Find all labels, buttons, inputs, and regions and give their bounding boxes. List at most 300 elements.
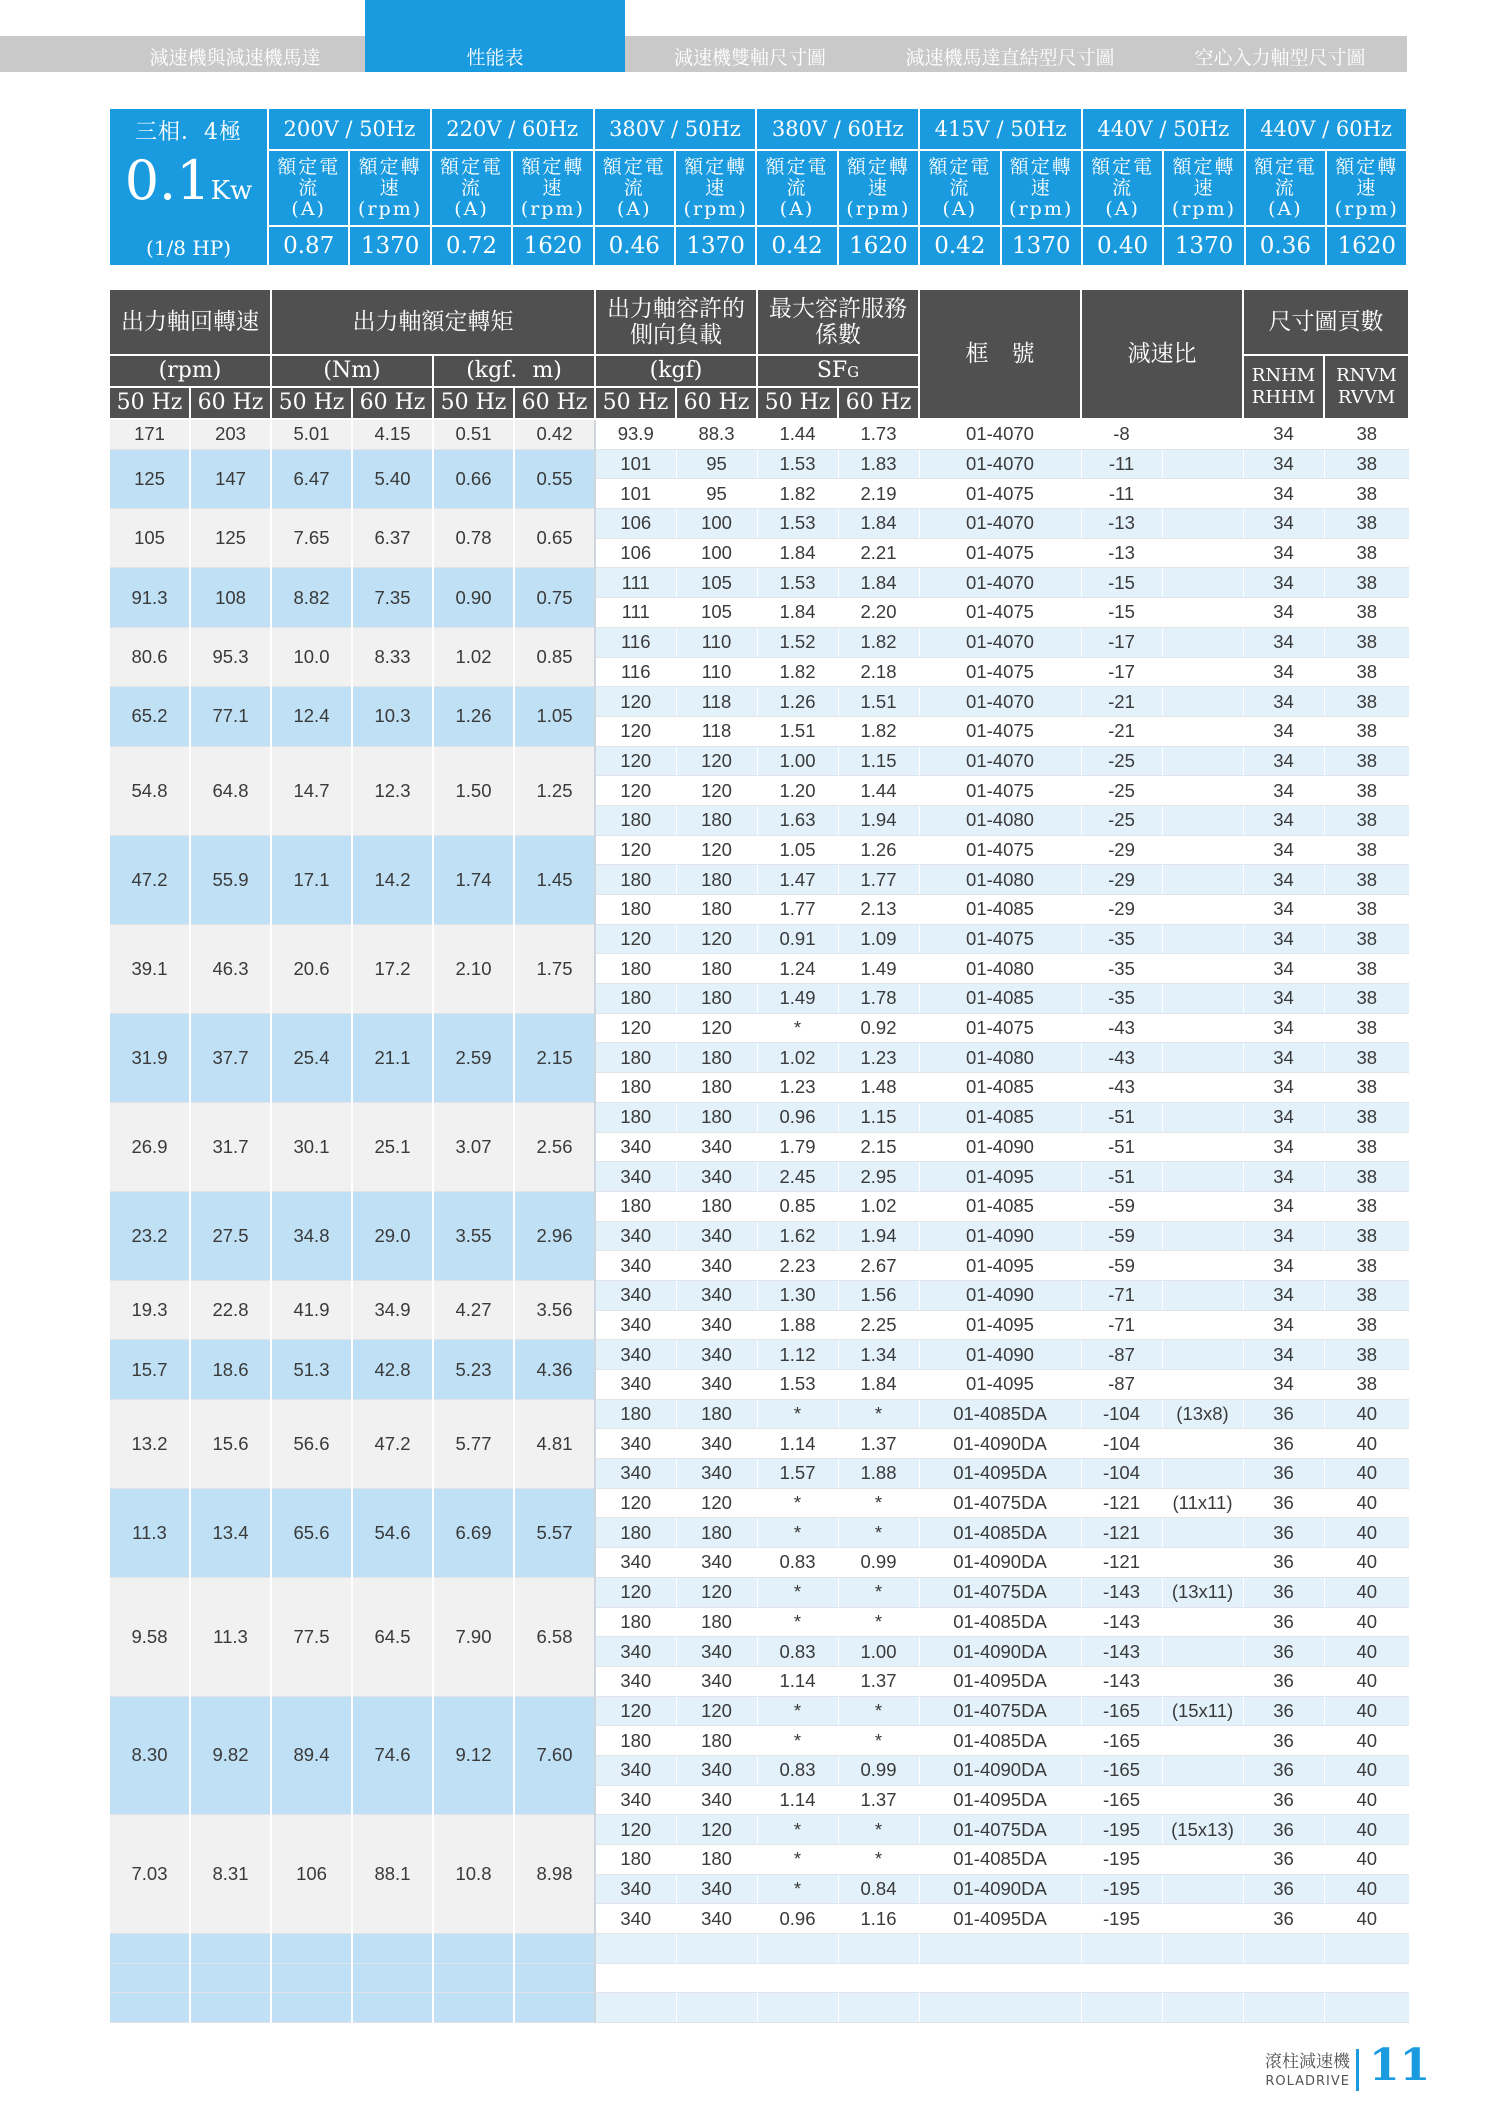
blank-cell [109,1934,190,1964]
service-factor-60hz: * [838,1726,919,1756]
page-rnhm: 34 [1243,419,1324,449]
side-load-60hz: 340 [676,1459,757,1489]
blank-cell [919,1934,1081,1964]
frame-number: 01-4075 [919,716,1081,746]
blank-cell [433,1934,514,1964]
frame-number: 01-4075DA [919,1696,1081,1726]
service-factor-60hz: * [838,1815,919,1845]
rated-speed-value: 1370 [1001,226,1082,266]
blank-cell [595,1934,676,1964]
blank-cell [1081,1993,1162,2023]
page-rnhm: 34 [1243,1251,1324,1281]
speed-60hz: 37.7 [190,1013,271,1102]
torque-nm-60hz: 42.8 [352,1340,433,1399]
side-load-60hz: 88.3 [676,419,757,449]
torque-kgf-60hz: 3.56 [514,1280,595,1339]
page-rnvm: 38 [1324,509,1409,539]
side-load-50hz: 180 [595,805,676,835]
frame-number: 01-4075 [919,479,1081,509]
service-factor-60hz: 2.25 [838,1310,919,1340]
service-factor-50hz: 1.79 [757,1132,838,1162]
page-rnvm: 40 [1324,1548,1409,1578]
ratio-note [1162,1162,1243,1192]
torque-nm-60hz: 17.2 [352,924,433,1013]
ratio-note [1162,746,1243,776]
torque-kgf-50hz: 2.10 [433,924,514,1013]
ratio-note [1162,1548,1243,1578]
torque-kgf-60hz: 0.65 [514,509,595,568]
service-factor-50hz: * [757,1696,838,1726]
torque-kgf-60hz: 6.58 [514,1577,595,1696]
blank-cell [271,1963,352,1993]
ratio-value: -59 [1081,1251,1162,1281]
service-factor-60hz: 1.94 [838,1221,919,1251]
side-load-60hz: 180 [676,865,757,895]
service-factor-60hz: 2.15 [838,1132,919,1162]
service-factor-60hz: 1.16 [838,1904,919,1934]
blank-cell [1162,1963,1243,1993]
page-rnvm: 38 [1324,865,1409,895]
frame-number: 01-4090DA [919,1755,1081,1785]
ratio-note [1162,1073,1243,1103]
tab-performance-table[interactable]: 性能表 [365,0,625,72]
torque-kgf-50hz: 9.12 [433,1696,514,1815]
torque-nm-60hz: 47.2 [352,1399,433,1488]
service-factor-60hz: * [838,1696,919,1726]
blank-cell [595,1993,676,2023]
blank-row [109,1993,1409,2023]
page-rnvm: 40 [1324,1874,1409,1904]
page-rnvm: 40 [1324,1488,1409,1518]
blank-cell [1243,1993,1324,2023]
side-load-50hz: 340 [595,1904,676,1934]
page-rnhm: 34 [1243,598,1324,628]
rated-speed-value: 1620 [512,226,593,266]
service-factor-60hz: 1.84 [838,509,919,539]
service-factor-60hz: 1.15 [838,746,919,776]
service-factor-50hz: 1.63 [757,805,838,835]
speed-60hz: 27.5 [190,1191,271,1280]
page-rnhm: 34 [1243,568,1324,598]
header-hz50: 50 Hz [757,387,838,419]
side-load-60hz: 340 [676,1666,757,1696]
ratio-note [1162,1013,1243,1043]
page-rnvm: 38 [1324,1310,1409,1340]
page-rnvm: 40 [1324,1518,1409,1548]
side-load-60hz: 340 [676,1340,757,1370]
side-load-60hz: 95 [676,449,757,479]
speed-60hz: 8.31 [190,1815,271,1934]
voltage-header: 415V / 50Hz [919,108,1082,150]
service-factor-60hz: 1.37 [838,1785,919,1815]
ratio-value: -143 [1081,1666,1162,1696]
header-hz50: 50 Hz [271,387,352,419]
rated-speed-value: 1370 [349,226,430,266]
speed-50hz: 125 [109,449,190,508]
ratio-note [1162,865,1243,895]
torque-nm-50hz: 106 [271,1815,352,1934]
rated-current-value: 0.36 [1245,226,1326,266]
torque-kgf-50hz: 0.90 [433,568,514,627]
speed-50hz: 171 [109,419,190,449]
service-factor-60hz: 1.37 [838,1429,919,1459]
service-factor-50hz: 1.51 [757,716,838,746]
page-rnhm: 34 [1243,627,1324,657]
service-factor-50hz: 1.20 [757,776,838,806]
torque-nm-50hz: 51.3 [271,1340,352,1399]
header-hz60: 60 Hz [190,387,271,419]
ratio-value: -165 [1081,1726,1162,1756]
service-factor-50hz: * [757,1815,838,1845]
header-hz50: 50 Hz [433,387,514,419]
torque-kgf-60hz: 0.42 [514,419,595,449]
speed-50hz: 39.1 [109,924,190,1013]
ratio-note: (11x11) [1162,1488,1243,1518]
table-row [109,509,1409,539]
service-factor-50hz: 1.53 [757,1370,838,1400]
side-load-60hz: 340 [676,1755,757,1785]
frame-number: 01-4080 [919,805,1081,835]
torque-nm-50hz: 10.0 [271,627,352,686]
blank-cell [757,1993,838,2023]
frame-number: 01-4075 [919,538,1081,568]
frame-number: 01-4080 [919,954,1081,984]
side-load-60hz: 120 [676,1577,757,1607]
rated-current-label: 額定電流 (A) [1245,150,1326,227]
page-rnhm: 36 [1243,1904,1324,1934]
frame-number: 01-4085DA [919,1607,1081,1637]
torque-nm-60hz: 88.1 [352,1815,433,1934]
torque-nm-60hz: 10.3 [352,687,433,746]
ratio-note [1162,835,1243,865]
service-factor-50hz: 0.91 [757,924,838,954]
service-factor-60hz: 0.92 [838,1013,919,1043]
rated-current-value: 0.42 [756,226,837,266]
page-rnvm: 40 [1324,1726,1409,1756]
side-load-60hz: 340 [676,1280,757,1310]
ratio-note [1162,1251,1243,1281]
blank-cell [1243,1963,1324,1993]
service-factor-50hz: 1.14 [757,1666,838,1696]
side-load-50hz: 340 [595,1637,676,1667]
service-factor-60hz: 1.78 [838,984,919,1014]
speed-60hz: 22.8 [190,1280,271,1339]
frame-number: 01-4075 [919,598,1081,628]
frame-number: 01-4095DA [919,1785,1081,1815]
blank-cell [109,1993,190,2023]
header-hz60: 60 Hz [352,387,433,419]
service-factor-60hz: 1.48 [838,1073,919,1103]
side-load-50hz: 340 [595,1785,676,1815]
page-rnhm: 34 [1243,1191,1324,1221]
blank-cell [1324,1993,1409,2023]
speed-60hz: 31.7 [190,1102,271,1191]
side-load-50hz: 340 [595,1548,676,1578]
blank-cell [352,1934,433,1964]
page-rnvm: 40 [1324,1815,1409,1845]
ratio-note [1162,568,1243,598]
ratio-value: -104 [1081,1459,1162,1489]
motor-power-cell [109,108,268,266]
page-rnhm: 34 [1243,1073,1324,1103]
rated-speed-label: 額定轉速 (rpm) [1001,150,1082,227]
header-service-factor: 最大容許服務係數 [757,289,919,355]
torque-kgf-50hz: 5.77 [433,1399,514,1488]
torque-nm-60hz: 34.9 [352,1280,433,1339]
speed-60hz: 77.1 [190,687,271,746]
side-load-50hz: 180 [595,1191,676,1221]
tab-double-shaft-dimensions[interactable]: 減速機雙軸尺寸圖 [673,47,826,69]
ratio-value: -51 [1081,1132,1162,1162]
service-factor-50hz: * [757,1013,838,1043]
torque-nm-50hz: 41.9 [271,1280,352,1339]
side-load-60hz: 180 [676,1191,757,1221]
blank-cell [514,1963,595,1993]
ratio-note [1162,687,1243,717]
service-factor-60hz: * [838,1399,919,1429]
ratio-value: -59 [1081,1221,1162,1251]
frame-number: 01-4085DA [919,1518,1081,1548]
service-factor-60hz: 1.26 [838,835,919,865]
speed-50hz: 9.58 [109,1577,190,1696]
blank-cell [838,1993,919,2023]
service-factor-50hz: 1.44 [757,419,838,449]
blank-cell [919,1963,1081,1993]
header-sf-unit: SFG [757,355,919,387]
side-load-50hz: 106 [595,509,676,539]
page-rnvm: 38 [1324,657,1409,687]
speed-60hz: 147 [190,449,271,508]
side-load-60hz: 180 [676,1726,757,1756]
service-factor-60hz: 1.51 [838,687,919,717]
tab-reducer-and-motor[interactable]: 減速機與減速機馬達 [149,47,321,69]
torque-kgf-60hz: 2.15 [514,1013,595,1102]
side-load-50hz: 116 [595,657,676,687]
tab-hollow-input-dimensions[interactable]: 空心入力軸型尺寸圖 [1194,47,1366,69]
side-load-60hz: 340 [676,1251,757,1281]
service-factor-50hz: 0.85 [757,1191,838,1221]
ratio-note [1162,1221,1243,1251]
table-row [109,1191,1409,1221]
page-rnhm: 36 [1243,1785,1324,1815]
voltage-header: 220V / 60Hz [431,108,594,150]
blank-cell [190,1993,271,2023]
blank-cell [514,1993,595,2023]
side-load-60hz: 340 [676,1221,757,1251]
rated-current-label: 額定電流 (A) [756,150,837,227]
ratio-note [1162,509,1243,539]
service-factor-60hz: 2.21 [838,538,919,568]
header-ratio: 減速比 [1081,289,1243,419]
service-factor-60hz: 0.99 [838,1548,919,1578]
header-rated-torque: 出力軸額定轉矩 [271,289,595,355]
blank-cell [676,1963,757,1993]
blank-cell [433,1993,514,2023]
side-load-50hz: 120 [595,1488,676,1518]
page-rnvm: 40 [1324,1429,1409,1459]
frame-number: 01-4085 [919,1073,1081,1103]
side-load-50hz: 340 [595,1251,676,1281]
page-rnvm: 38 [1324,1162,1409,1192]
rated-current-label: 額定電流 (A) [1082,150,1163,227]
page-rnvm: 40 [1324,1785,1409,1815]
speed-50hz: 65.2 [109,687,190,746]
page-rnvm: 38 [1324,746,1409,776]
table-row [109,924,1409,954]
torque-nm-50hz: 30.1 [271,1102,352,1191]
torque-nm-60hz: 64.5 [352,1577,433,1696]
ratio-note [1162,657,1243,687]
ratio-value: -59 [1081,1191,1162,1221]
service-factor-60hz: 1.56 [838,1280,919,1310]
side-load-50hz: 180 [595,895,676,925]
side-load-50hz: 180 [595,1607,676,1637]
page-rnvm: 38 [1324,1370,1409,1400]
header-hz60: 60 Hz [838,387,919,419]
ratio-value: -195 [1081,1904,1162,1934]
service-factor-50hz: 1.49 [757,984,838,1014]
ratio-note [1162,419,1243,449]
ratio-note: (15x11) [1162,1696,1243,1726]
side-load-60hz: 180 [676,1399,757,1429]
torque-kgf-50hz: 0.78 [433,509,514,568]
ratio-note [1162,598,1243,628]
ratio-note [1162,1132,1243,1162]
side-load-60hz: 340 [676,1785,757,1815]
page-rnhm: 34 [1243,716,1324,746]
page-rnvm: 38 [1324,1251,1409,1281]
rated-current-label: 額定電流 (A) [594,150,675,227]
service-factor-50hz: 1.14 [757,1429,838,1459]
service-factor-50hz: 1.84 [757,598,838,628]
side-load-50hz: 120 [595,1696,676,1726]
speed-50hz: 91.3 [109,568,190,627]
table-row [109,746,1409,776]
side-load-60hz: 120 [676,1696,757,1726]
table-row [109,1102,1409,1132]
page-rnhm: 34 [1243,1340,1324,1370]
frame-number: 01-4090 [919,1340,1081,1370]
service-factor-50hz: * [757,1874,838,1904]
side-load-50hz: 120 [595,924,676,954]
page-rnvm: 38 [1324,568,1409,598]
service-factor-60hz: 1.73 [838,419,919,449]
ratio-value: -195 [1081,1845,1162,1875]
side-load-50hz: 180 [595,1073,676,1103]
service-factor-50hz: 1.62 [757,1221,838,1251]
side-load-60hz: 180 [676,984,757,1014]
ratio-note [1162,538,1243,568]
rated-speed-label: 額定轉速 (rpm) [838,150,919,227]
ratio-note [1162,449,1243,479]
torque-nm-50hz: 20.6 [271,924,352,1013]
torque-nm-50hz: 8.82 [271,568,352,627]
torque-nm-50hz: 6.47 [271,449,352,508]
brand-name-cn: 滾柱減速機 [1265,2052,1350,2072]
frame-number: 01-4095DA [919,1666,1081,1696]
ratio-value: -8 [1081,419,1162,449]
side-load-50hz: 180 [595,1518,676,1548]
side-load-50hz: 180 [595,954,676,984]
blank-cell [1324,1934,1409,1964]
side-load-60hz: 180 [676,1102,757,1132]
ratio-value: -87 [1081,1340,1162,1370]
side-load-60hz: 340 [676,1874,757,1904]
service-factor-60hz: 1.44 [838,776,919,806]
page-rnhm: 34 [1243,479,1324,509]
ratio-note [1162,1340,1243,1370]
power-value: 0.1Kw [124,149,253,212]
page-rnhm: 34 [1243,984,1324,1014]
service-factor-50hz: 0.96 [757,1102,838,1132]
service-factor-50hz: * [757,1518,838,1548]
service-factor-60hz: * [838,1577,919,1607]
page-rnhm: 34 [1243,657,1324,687]
torque-nm-50hz: 7.65 [271,509,352,568]
blank-cell [1081,1934,1162,1964]
ratio-note [1162,1874,1243,1904]
frame-number: 01-4085 [919,1191,1081,1221]
ratio-note: (13x8) [1162,1399,1243,1429]
service-factor-60hz: 1.77 [838,865,919,895]
ratio-value: -51 [1081,1102,1162,1132]
ratio-note [1162,954,1243,984]
service-factor-60hz: 1.00 [838,1637,919,1667]
frame-number: 01-4095DA [919,1904,1081,1934]
ratio-value: -104 [1081,1429,1162,1459]
side-load-60hz: 105 [676,598,757,628]
speed-60hz: 15.6 [190,1399,271,1488]
side-load-50hz: 340 [595,1459,676,1489]
page-rnvm: 38 [1324,716,1409,746]
page-rnvm: 38 [1324,954,1409,984]
torque-kgf-50hz: 1.26 [433,687,514,746]
page-rnhm: 34 [1243,449,1324,479]
side-load-60hz: 118 [676,687,757,717]
page-rnhm: 36 [1243,1874,1324,1904]
tab-direct-motor-dimensions[interactable]: 減速機馬達直結型尺寸圖 [905,47,1115,69]
header-page-rnhm: RNHM RHHM [1243,355,1324,419]
speed-60hz: 13.4 [190,1488,271,1577]
torque-kgf-60hz: 1.25 [514,746,595,835]
page-rnhm: 36 [1243,1429,1324,1459]
voltage-header: 200V / 50Hz [268,108,431,150]
service-factor-50hz: * [757,1726,838,1756]
page-rnhm: 36 [1243,1607,1324,1637]
frame-number: 01-4075 [919,835,1081,865]
ratio-value: -35 [1081,954,1162,984]
torque-nm-60hz: 6.37 [352,509,433,568]
page-rnhm: 36 [1243,1548,1324,1578]
blank-cell [1243,1934,1324,1964]
service-factor-50hz: 1.84 [757,538,838,568]
page-rnvm: 40 [1324,1666,1409,1696]
side-load-50hz: 120 [595,716,676,746]
side-load-50hz: 120 [595,776,676,806]
page-rnvm: 38 [1324,1191,1409,1221]
ratio-value: -165 [1081,1755,1162,1785]
page-rnhm: 34 [1243,1013,1324,1043]
page-rnvm: 38 [1324,1340,1409,1370]
service-factor-50hz: 1.00 [757,746,838,776]
page-rnhm: 34 [1243,895,1324,925]
page-rnhm: 34 [1243,835,1324,865]
page-rnhm: 36 [1243,1399,1324,1429]
side-load-50hz: 180 [595,1726,676,1756]
page-rnvm: 38 [1324,627,1409,657]
page-rnhm: 34 [1243,1370,1324,1400]
frame-number: 01-4070 [919,687,1081,717]
